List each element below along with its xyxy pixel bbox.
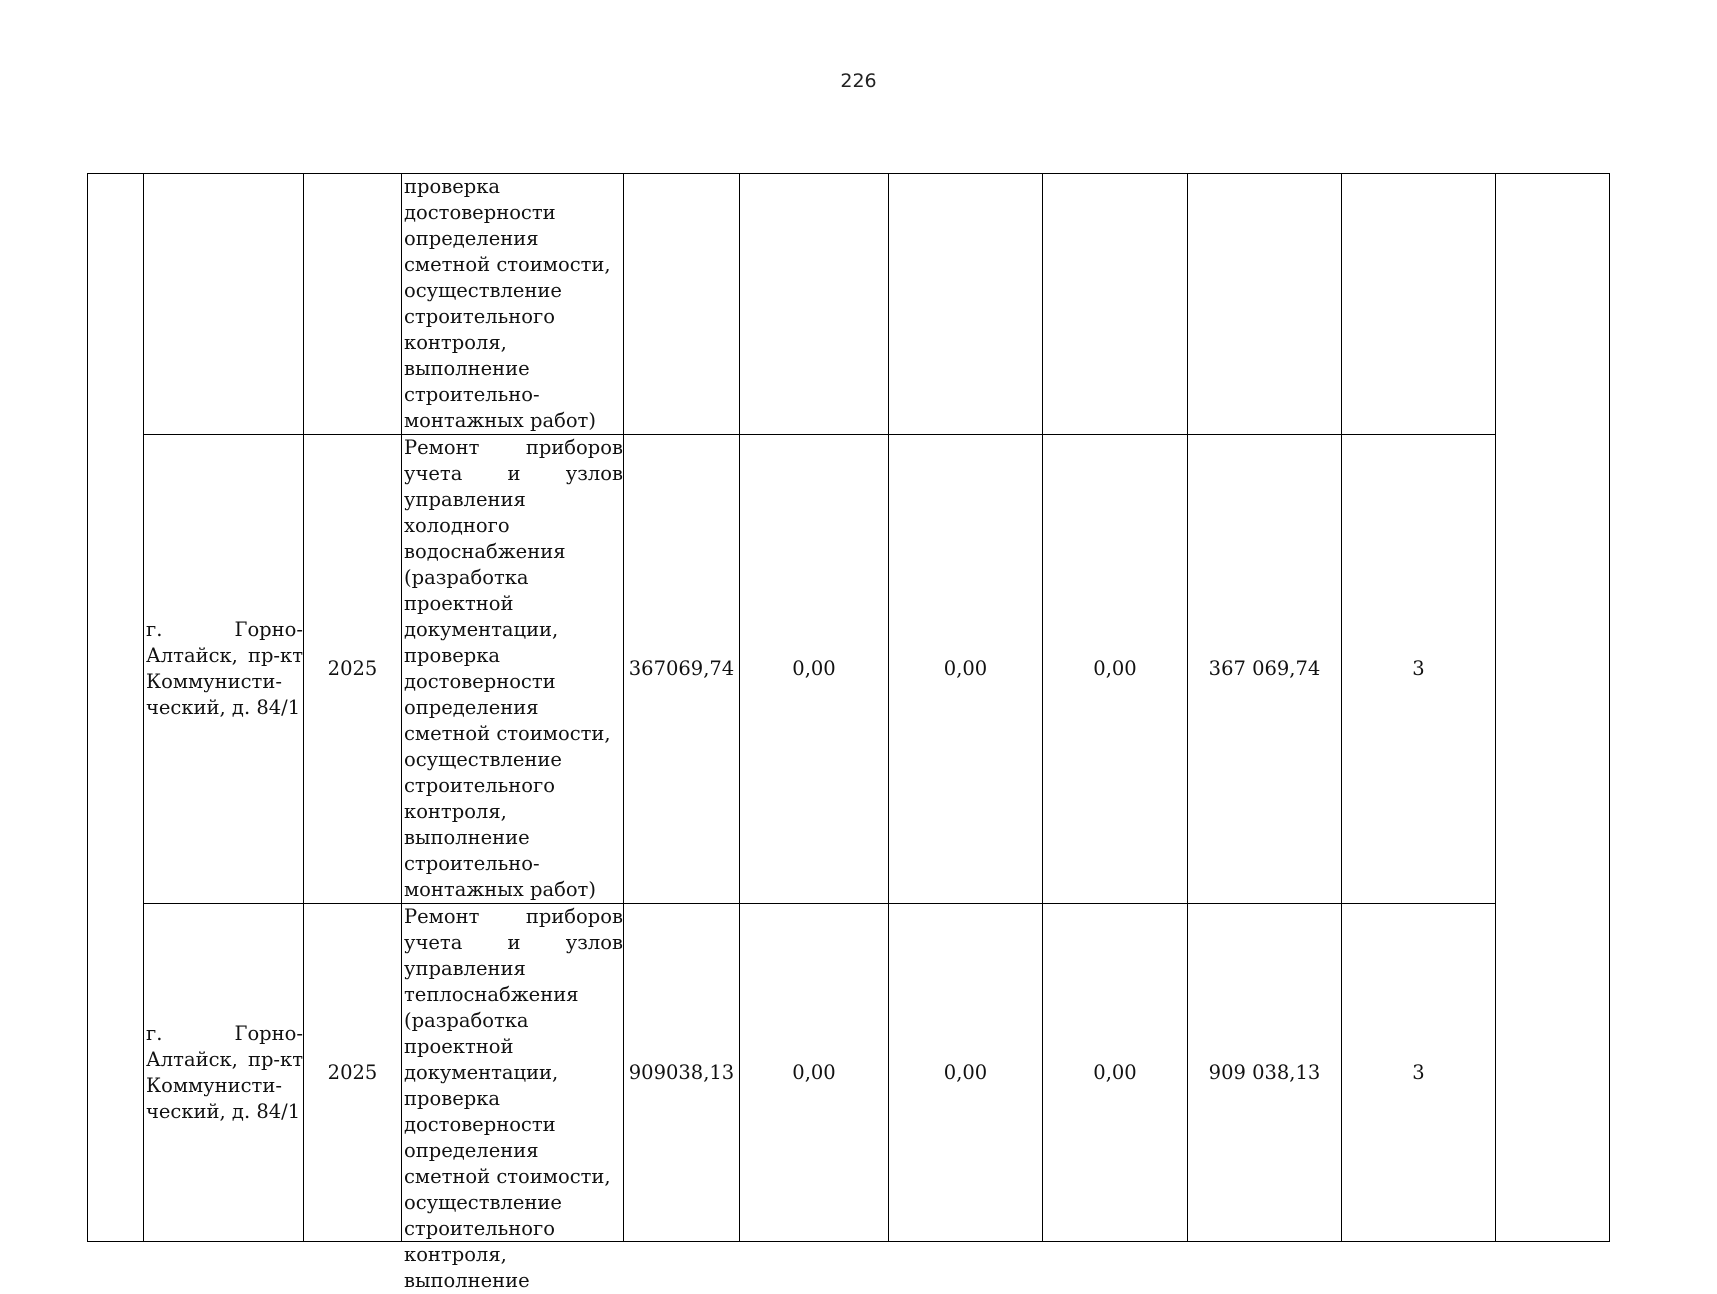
amount-cell: 367 069,74 <box>1188 435 1342 904</box>
total-cost-cell: 367069,74 <box>624 435 740 904</box>
table-cell <box>624 174 740 435</box>
table-row <box>88 904 1610 1242</box>
total-cost-cell: 909038,13 <box>624 904 740 1242</box>
table-cell <box>1043 174 1188 435</box>
amount-cell: 0,00 <box>740 904 889 1242</box>
table-row <box>88 435 1610 904</box>
page-number: 226 <box>840 70 877 92</box>
stage-cell: 3 <box>1342 904 1496 1242</box>
amount-cell: 0,00 <box>1043 904 1188 1242</box>
table-cell-index <box>88 174 144 1242</box>
work-description-text: Ремонт приборов учета и узлов управления теплоснабжения (разработка проектной документации, проверка достоверности определения сметной стоимости, осуществление строительного контроля, выполнение <box>404 905 623 1292</box>
address-cell: г. Горно-Алтайск, пр-кт Коммунисти-ческий, д. 84/1 <box>144 904 304 1242</box>
amount-cell: 909 038,13 <box>1188 904 1342 1242</box>
table-cell <box>740 174 889 435</box>
stage-cell: 3 <box>1342 435 1496 904</box>
table-cell <box>304 174 402 435</box>
amount-cell: 0,00 <box>740 435 889 904</box>
amount-cell: 0,00 <box>1043 435 1188 904</box>
table-cell <box>144 174 304 435</box>
table-cell <box>1342 174 1496 435</box>
amount-cell: 0,00 <box>889 435 1043 904</box>
table-cell <box>889 174 1043 435</box>
work-description-cell: проверка достоверности определения сметной стоимости, осуществление строительного контроля, выполнение строительно- монтажных работ) <box>402 174 624 435</box>
data-table <box>87 173 1610 1292</box>
work-description-cell <box>402 904 624 1292</box>
table-cell <box>1188 174 1342 435</box>
table-cell-last <box>1496 174 1610 1242</box>
table-row <box>88 174 1610 435</box>
work-description-cell: Ремонт приборов учета и узлов управления холодного водоснабжения (разработка проектной документации, проверка достоверности определения сметной стоимости, осуществление строительного контроля, выполнение строительно- монтажных работ) <box>402 435 624 904</box>
amount-cell: 0,00 <box>889 904 1043 1242</box>
year-cell: 2025 <box>304 435 402 904</box>
address-cell: г. Горно-Алтайск, пр-кт Коммунисти-ческий, д. 84/1 <box>144 435 304 904</box>
year-cell: 2025 <box>304 904 402 1242</box>
